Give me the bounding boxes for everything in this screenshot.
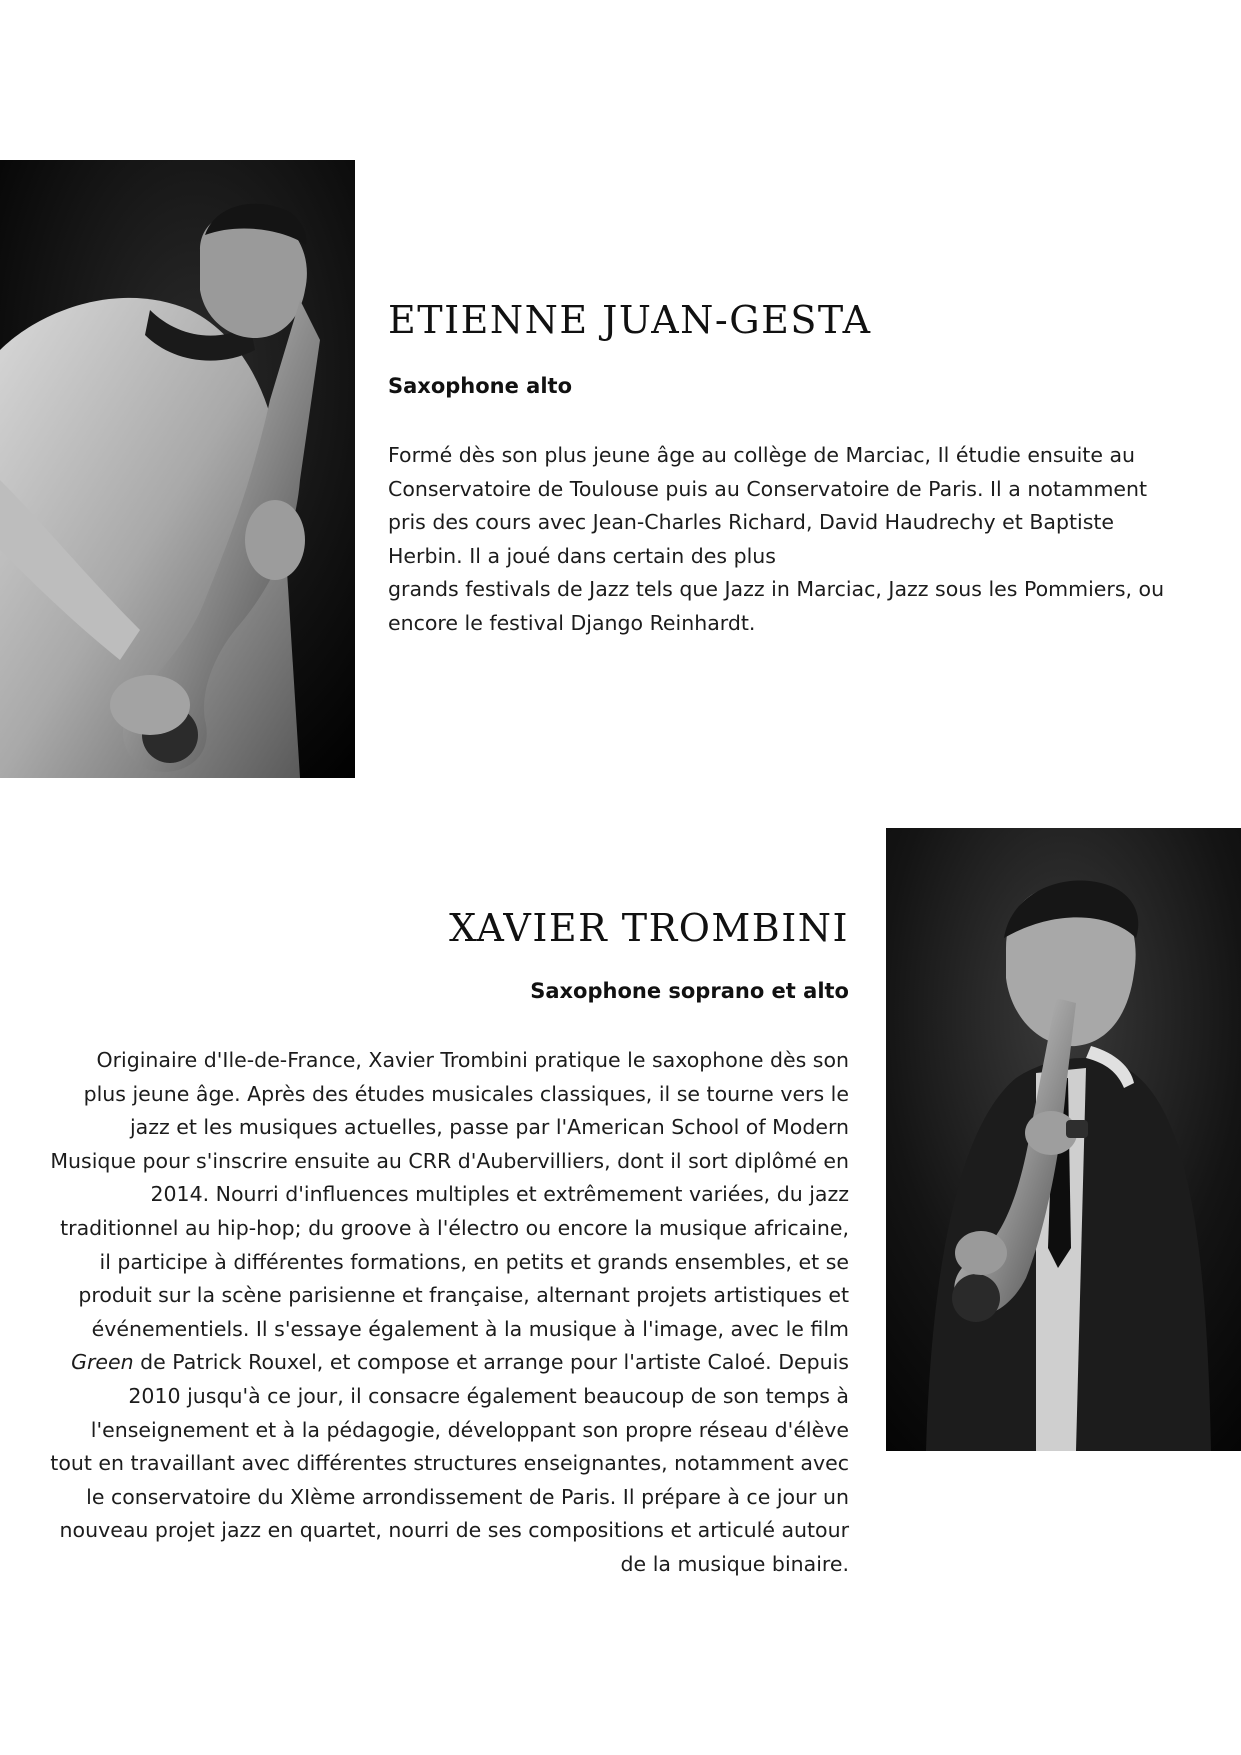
bio-line: l'enseignement et à la pédagogie, développant son propre réseau d'élève (90, 1417, 849, 1442)
saxophonist-photo-icon (0, 160, 355, 778)
bio-line: produit sur la scène parisienne et française, alternant projets artistiques et (78, 1283, 849, 1308)
bio-line: Originaire d'Ile-de-France, Xavier Trombini pratique le saxophone dès son (96, 1048, 849, 1072)
musician-name: ETIENNE JUAN-GESTA (388, 298, 872, 342)
bio-line: il participe à différentes formations, en petits et grands ensembles, et se (99, 1249, 849, 1274)
bio-line: 2014. Nourri d'influences multiples et extrêmement variées, du jazz (150, 1182, 849, 1207)
bio-line: encore le festival Django Reinhardt. (388, 610, 756, 635)
bio-line: jazz et les musiques actuelles, passe par l'American School of Modern (129, 1115, 849, 1140)
bio-line: Formé dès son plus jeune âge au collège de Marciac, Il étudie ensuite au (388, 443, 1136, 467)
bio-line: pris des cours avec Jean-Charles Richard, David Haudrechy et Baptiste (388, 510, 1115, 535)
musician-bio (50, 1044, 849, 1582)
musician-name: XAVIER TROMBINI (449, 906, 849, 950)
bio-line: Conservatoire de Toulouse puis au Conservatoire de Paris. Il a notamment (388, 476, 1148, 501)
musician-bio (388, 439, 1164, 641)
bio-line: le conservatoire du XIème arrondissement de Paris. Il prépare à ce jour un (86, 1484, 849, 1509)
bio-line: événementiels. Il s'essaye également à la musique à l'image, avec le film (91, 1316, 849, 1341)
etienne-juan-gesta-photo (0, 160, 355, 778)
film-line-rest: de Patrick Rouxel, et compose et arrange pour l'artiste Caloé. Depuis (133, 1350, 849, 1375)
bio-line (50, 1346, 849, 1380)
saxophonist-photo-icon (886, 828, 1241, 1451)
bio-line: plus jeune âge. Après des études musicales classiques, il se tourne vers le (83, 1081, 849, 1106)
film-title: Green (71, 1350, 134, 1375)
bio-line: Musique pour s'inscrire ensuite au CRR d'Aubervilliers, dont il sort diplômé en (50, 1148, 849, 1173)
bio-line: tout en travaillant avec différentes structures enseignantes, notamment avec (50, 1451, 849, 1476)
bio-line: traditionnel au hip-hop; du groove à l'électro ou encore la musique africaine, (60, 1215, 849, 1240)
bio-line: nouveau projet jazz en quartet, nourri de ses compositions et articulé autour (59, 1518, 849, 1543)
musician-role: Saxophone soprano et alto (530, 979, 849, 1003)
bio-line: 2010 jusqu'à ce jour, il consacre également beaucoup de son temps à (128, 1383, 849, 1408)
musician-role: Saxophone alto (388, 374, 573, 398)
bio-line: de la musique binaire. (620, 1551, 849, 1576)
bio-line: Herbin. Il a joué dans certain des plus (388, 543, 776, 568)
xavier-trombini-photo (886, 828, 1241, 1451)
bio-line: grands festivals de Jazz tels que Jazz in Marciac, Jazz sous les Pommiers, ou (388, 577, 1165, 602)
